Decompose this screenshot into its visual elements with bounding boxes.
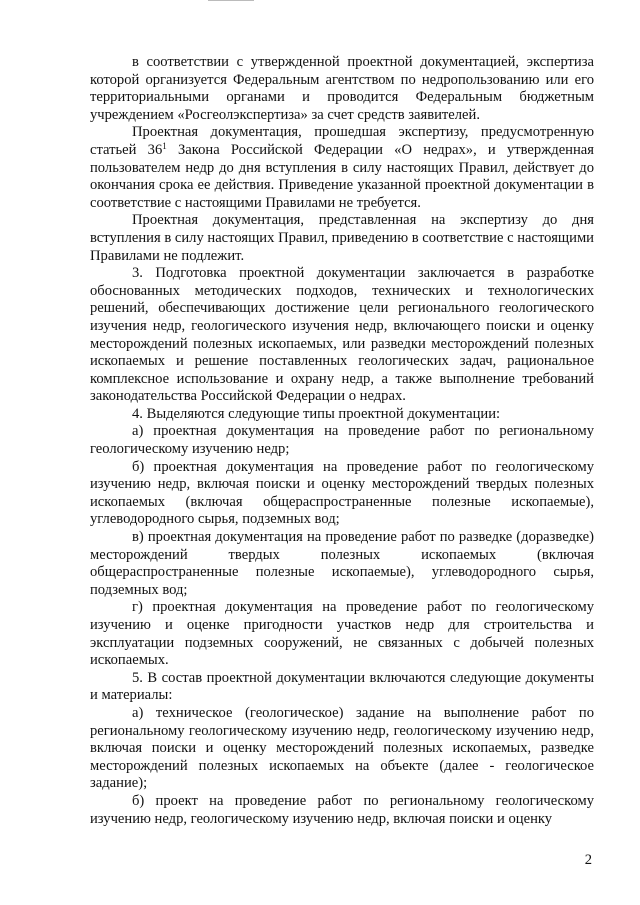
list-item: б) проектная документация на проведение работ по геологическому изучению недр, включая поиски и оценку месторождений твердых полезных ископаемых (включая общераспространенные полезные ископаемые), углеводородного сырья, подземных вод; <box>90 458 594 528</box>
paragraph-text: Закона Российской Федерации «О недрах», и утвержденная пользователем недр до дня вступления в силу настоящих Правил, действует до окончания срока ее действия. Приведение указанной проектной документации в соответствие с настоящими Правилами не требуется. <box>90 141 594 211</box>
list-item: а) проектная документация на проведение работ по региональному геологическому изучению недр; <box>90 423 594 458</box>
paragraph: Проектная документация, представленная на экспертизу до дня вступления в силу настоящих Правил, приведению в соответствие с настоящими Правилами не подлежит. <box>90 212 594 264</box>
paragraph: 3. Подготовка проектной документации заключается в разработке обоснованных методических подходов, технических и технологических решений, обеспечивающих достижение цели регионального геологического изучения недр, геологического изучения недр, включающего поиски и оценку месторождений полезных ископаемых, или разведки месторождений полезных ископаемых и решение поставленных геологических задач, рациональное комплексное использование и охрану недр, а также выполнение требований законодательства Российской Федерации о недрах. <box>90 265 594 405</box>
list-item: а) техническое (геологическое) задание на выполнение работ по региональному геологическому изучению недр, геологическому изучению недр, включая поиски и оценку месторождений полезных ископаемых, разведке месторождений полезных ископаемых на объекте (далее - геологическое задание); <box>90 704 594 792</box>
paragraph: 4. Выделяются следующие типы проектной документации: <box>132 405 501 422</box>
list-item: г) проектная документация на проведение работ по геологическому изучению и оценке пригодности участков недр для строительства и эксплуатации подземных сооружений, не связанных с добычей полезных ископаемых. <box>90 599 594 669</box>
scan-top-mark <box>208 0 254 1</box>
document-body <box>90 54 594 828</box>
list-item: в) проектная документация на проведение работ по разведке (доразведке) месторождений твердых полезных ископаемых (включая общераспространенные полезные ископаемые), углеводородного сырья, подземных вод; <box>90 529 594 598</box>
paragraph-text: Проектная документация, прошедшая экспертизу, предусмотренную статьей 36 <box>90 124 594 158</box>
paragraph-with-superscript <box>90 124 594 212</box>
page-number: 2 <box>584 852 592 868</box>
paragraph: в соответствии с утвержденной проектной документацией, экспертиза которой организуется Федеральным агентством по недропользованию или его территориальными органами и проводится Федеральным бюджетным учреждением «Росгеолэкспертиза» за счет средств заявителей. <box>90 54 594 123</box>
list-item: б) проект на проведение работ по региональному геологическому изучению недр, геологическому изучению недр, включая поиски и оценку <box>90 792 594 827</box>
article-superscript: 1 <box>162 140 167 151</box>
paragraph: 5. В состав проектной документации включаются следующие документы и материалы: <box>90 669 594 704</box>
